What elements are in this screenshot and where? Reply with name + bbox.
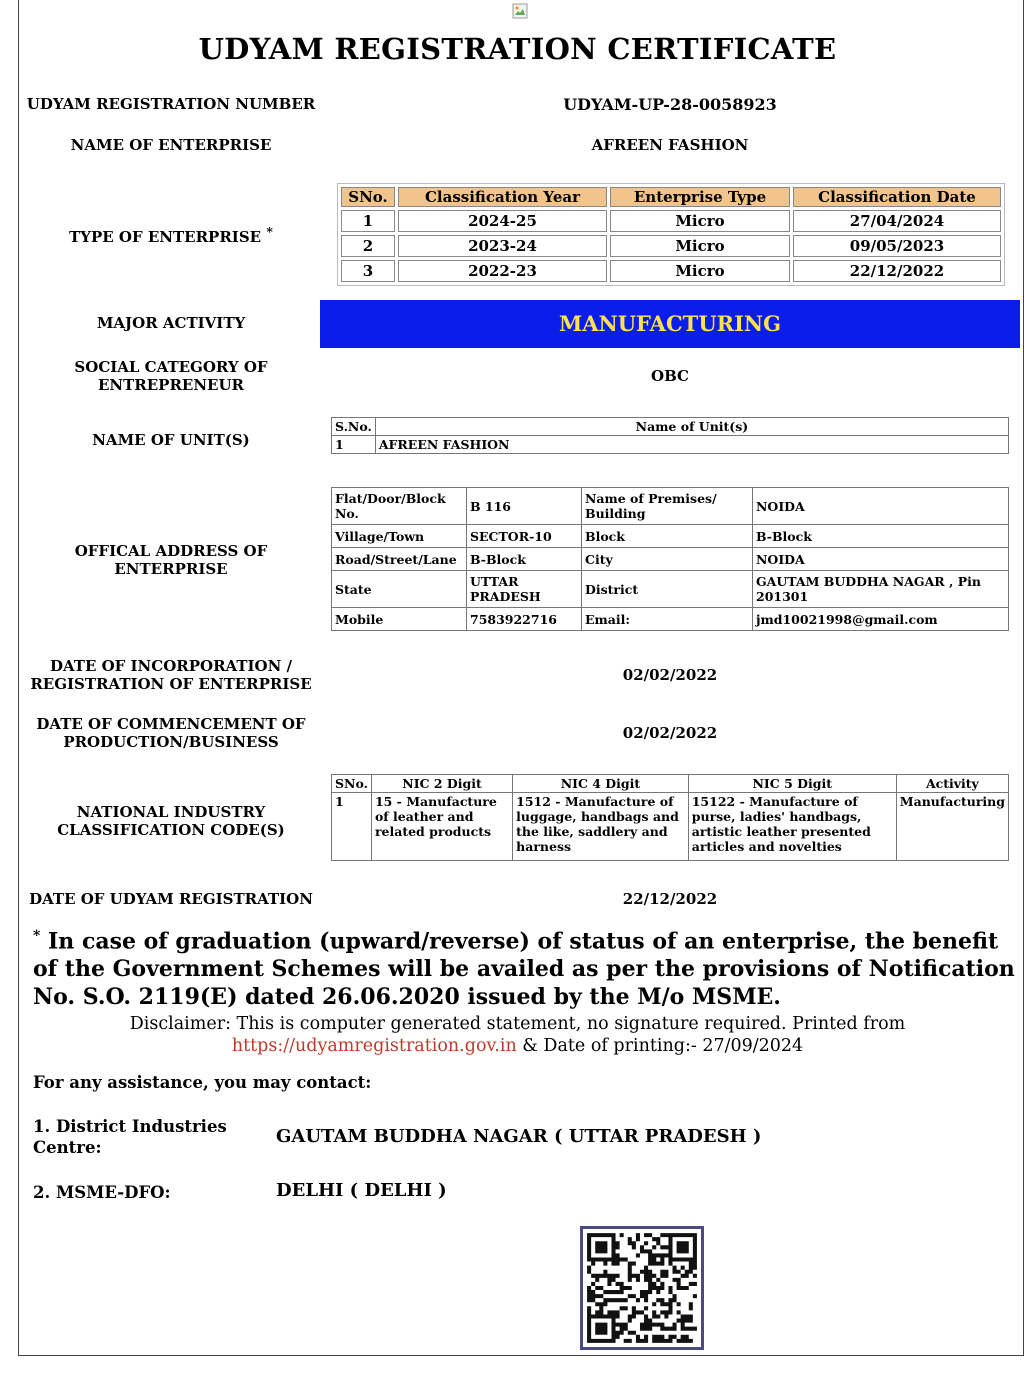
commencement-label-line1: DATE OF COMMENCEMENT OF [36, 715, 306, 733]
table-row [332, 571, 1009, 608]
classification-cell: 2023-24 [398, 235, 607, 257]
address-label [18, 542, 324, 578]
notice-text: In case of graduation (upward/reverse) of status of an enterprise, the benefit of the Government Schemes will be availed as per the provisions of Notification No. S.O. 2119(E) dated 26.06.2020 issued by the M/o MSME. [33, 928, 1015, 1011]
address-cell: SECTOR-10 [467, 525, 582, 548]
classification-cell: 22/12/2022 [793, 260, 1001, 282]
classification-header-row [341, 187, 1001, 207]
dic-label: 1. District Industries Centre: [33, 1117, 227, 1157]
certificate-title: UDYAM REGISTRATION CERTIFICATE [198, 32, 837, 66]
classification-cell: 2024-25 [398, 210, 607, 232]
printing-date-text: & Date of printing:- 27/09/2024 [516, 1036, 804, 1056]
incorporation-label [18, 657, 324, 693]
nic-cell: Manufacturing [896, 793, 1008, 861]
address-cell: B-Block [753, 525, 1009, 548]
nic-cell: 15122 - Manufacture of purse, ladies' handbags, artistic leather presented articles and novelties [688, 793, 896, 861]
classification-cell: Micro [610, 210, 790, 232]
disclaimer [60, 1013, 975, 1057]
address-cell: NOIDA [753, 548, 1009, 571]
classification-header-type: Enterprise Type [610, 187, 790, 207]
broken-image-icon [512, 3, 528, 19]
classification-header-sno: SNo. [341, 187, 395, 207]
qr-modules [587, 1233, 697, 1343]
table-row [341, 260, 1001, 282]
table-row [332, 488, 1009, 525]
graduation-notice [33, 922, 1018, 1011]
notice-asterisk: * [33, 928, 41, 944]
contact-heading: For any assistance, you may contact: [33, 1073, 372, 1092]
classification-header-date: Classification Date [793, 187, 1001, 207]
units-header-sno: S.No. [332, 418, 376, 436]
commencement-date: 02/02/2022 [622, 724, 718, 742]
major-activity-label: MAJOR ACTIVITY [96, 314, 246, 332]
incorporation-label-line2: REGISTRATION OF ENTERPRISE [30, 675, 312, 693]
social-category-value: OBC [651, 367, 689, 385]
address-cell: GAUTAM BUDDHA NAGAR , Pin 201301 [753, 571, 1009, 608]
units-header-name: Name of Unit(s) [375, 418, 1008, 436]
nic-header-row [332, 775, 1009, 793]
table-row [332, 525, 1009, 548]
incorporation-date: 02/02/2022 [622, 666, 718, 684]
enterprise-type-asterisk: * [266, 224, 273, 239]
table-row [332, 436, 1009, 454]
units-cell-name: AFREEN FASHION [375, 436, 1008, 454]
msme-dfo-value: DELHI ( DELHI ) [276, 1180, 447, 1201]
msme-dfo-label: 2. MSME-DFO: [33, 1183, 171, 1202]
nic-label-line2: CLASSIFICATION CODE(S) [57, 821, 285, 839]
nic-header-2digit: NIC 2 Digit [371, 775, 512, 793]
address-cell: Email: [582, 608, 753, 631]
incorporation-label-line1: DATE OF INCORPORATION / [49, 657, 293, 675]
table-row [332, 548, 1009, 571]
nic-header-activity: Activity [896, 775, 1008, 793]
enterprise-type-label [18, 223, 324, 246]
classification-cell: 1 [341, 210, 395, 232]
address-cell: UTTAR PRADESH [467, 571, 582, 608]
social-category-label-line2: ENTREPRENEUR [97, 376, 245, 394]
social-category-label [18, 358, 324, 394]
units-table [331, 417, 1009, 454]
table-row [341, 210, 1001, 232]
classification-cell: 3 [341, 260, 395, 282]
classification-header-year: Classification Year [398, 187, 607, 207]
qr-code-icon [583, 1229, 701, 1347]
commencement-label [18, 715, 324, 751]
enterprise-type-label-text: TYPE OF ENTERPRISE [69, 228, 262, 246]
udyam-portal-link[interactable]: https://udyamregistration.gov.in [231, 1036, 517, 1056]
social-category-label-line1: SOCIAL CATEGORY OF [74, 358, 268, 376]
udyam-date-label: DATE OF UDYAM REGISTRATION [29, 890, 313, 908]
address-cell: Road/Street/Lane [332, 548, 467, 571]
nic-cell: 15 - Manufacture of leather and related products [371, 793, 512, 861]
address-cell: Village/Town [332, 525, 467, 548]
classification-cell: Micro [610, 235, 790, 257]
nic-header-4digit: NIC 4 Digit [513, 775, 689, 793]
dic-value: GAUTAM BUDDHA NAGAR ( UTTAR PRADESH ) [276, 1126, 762, 1147]
address-cell: Flat/Door/Block No. [332, 488, 467, 525]
nic-label [18, 803, 324, 839]
address-cell: Mobile [332, 608, 467, 631]
enterprise-name-label: NAME OF ENTERPRISE [70, 136, 272, 154]
classification-table [337, 183, 1005, 286]
nic-header-sno: SNo. [332, 775, 372, 793]
enterprise-name-value: AFREEN FASHION [591, 136, 749, 154]
udyam-date-value: 22/12/2022 [622, 890, 718, 908]
units-cell-sno: 1 [332, 436, 376, 454]
classification-cell: 2 [341, 235, 395, 257]
address-cell: B-Block [467, 548, 582, 571]
address-cell: NOIDA [753, 488, 1009, 525]
classification-cell: Micro [610, 260, 790, 282]
classification-cell: 09/05/2023 [793, 235, 1001, 257]
address-cell: Name of Premises/ Building [582, 488, 753, 525]
email-value: jmd10021998@gmail.com [753, 608, 1009, 631]
unit-names-label: NAME OF UNIT(S) [92, 431, 250, 449]
classification-cell: 27/04/2024 [793, 210, 1001, 232]
address-cell: B 116 [467, 488, 582, 525]
address-cell: 7583922716 [467, 608, 582, 631]
nic-label-line1: NATIONAL INDUSTRY [76, 803, 266, 821]
qr-code [580, 1226, 704, 1350]
units-header-row [332, 418, 1009, 436]
address-cell: City [582, 548, 753, 571]
major-activity-banner: MANUFACTURING [320, 300, 1020, 348]
address-table [331, 487, 1009, 631]
table-row [341, 235, 1001, 257]
nic-header-5digit: NIC 5 Digit [688, 775, 896, 793]
nic-cell: 1 [332, 793, 372, 861]
table-row [332, 608, 1009, 631]
table-row [332, 793, 1009, 861]
address-cell: District [582, 571, 753, 608]
registration-number-label: UDYAM REGISTRATION NUMBER [26, 95, 316, 113]
classification-cell: 2022-23 [398, 260, 607, 282]
address-label-line1: OFFICAL ADDRESS OF [74, 542, 268, 560]
nic-cell: 1512 - Manufacture of luggage, handbags and the like, saddlery and harness [513, 793, 689, 861]
address-cell: State [332, 571, 467, 608]
registration-number-value: UDYAM-UP-28-0058923 [563, 95, 777, 114]
disclaimer-text: Disclaimer: This is computer generated statement, no signature required. Printed from [129, 1014, 906, 1034]
nic-table [331, 774, 1009, 861]
address-cell: Block [582, 525, 753, 548]
address-label-line2: ENTERPRISE [114, 560, 228, 578]
commencement-label-line2: PRODUCTION/BUSINESS [63, 733, 279, 751]
